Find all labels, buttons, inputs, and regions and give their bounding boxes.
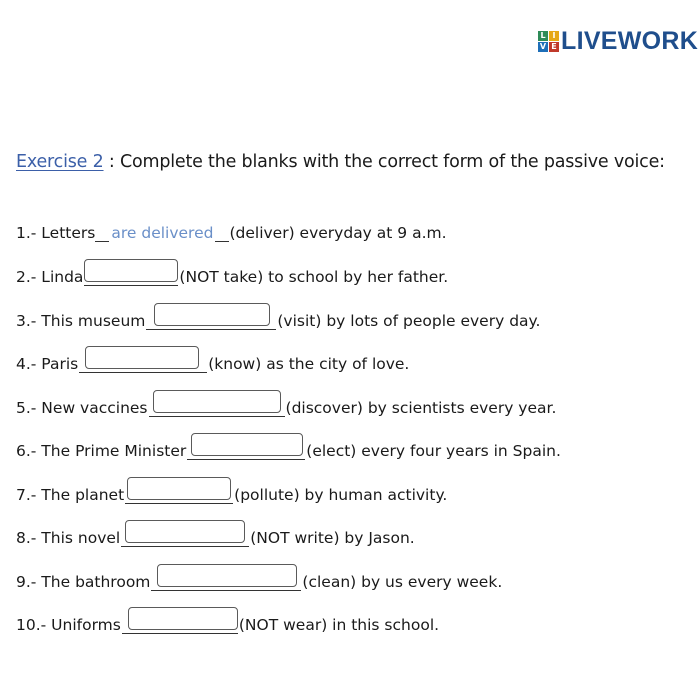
answer-blank xyxy=(125,483,233,504)
liveworksheets-logo xyxy=(538,28,698,54)
question-prefix: 2.- Linda xyxy=(16,268,84,286)
question-suffix: (elect) every four years in Spain. xyxy=(306,442,561,460)
question-item-9 xyxy=(16,567,502,591)
answer-input-8[interactable] xyxy=(125,520,245,543)
blank-underline xyxy=(95,221,109,242)
exercise-heading xyxy=(16,152,665,172)
question-prefix: 9.- The bathroom xyxy=(16,573,151,591)
answer-blank xyxy=(84,265,178,286)
question-suffix: (visit) by lots of people every day. xyxy=(277,312,541,330)
answer-input-2[interactable] xyxy=(84,259,178,282)
answer-input-7[interactable] xyxy=(127,477,231,500)
answer-input-5[interactable] xyxy=(153,390,281,413)
question-prefix: 10.- Uniforms xyxy=(16,616,121,634)
question-prefix: 5.- New vaccines xyxy=(16,399,148,417)
blank-underline xyxy=(215,221,229,242)
question-prefix: 7.- The planet xyxy=(16,486,125,504)
question-suffix: (NOT write) by Jason. xyxy=(250,529,415,547)
answer-input-4[interactable] xyxy=(85,346,199,369)
question-suffix: (deliver) everyday at 9 a.m. xyxy=(229,224,447,242)
answer-input-10[interactable] xyxy=(128,607,238,630)
question-suffix: (know) as the city of love. xyxy=(208,355,410,373)
question-item-7 xyxy=(16,480,447,504)
answer-blank xyxy=(146,309,276,330)
answer-blank xyxy=(187,439,305,460)
question-item-1 xyxy=(16,218,447,242)
answer-blank xyxy=(79,352,207,373)
question-item-5 xyxy=(16,393,556,417)
answer-blank xyxy=(151,570,301,591)
question-suffix: (NOT take) to school by her father. xyxy=(179,268,449,286)
question-item-2 xyxy=(16,262,448,286)
question-item-6 xyxy=(16,436,561,460)
question-prefix: 1.- Letters xyxy=(16,224,96,242)
logo-text: LIVEWORK xyxy=(561,26,699,55)
question-item-8 xyxy=(16,523,415,547)
exercise-link[interactable]: Exercise 2 xyxy=(16,152,104,172)
question-prefix: 6.- The Prime Minister xyxy=(16,442,187,460)
question-prefix: 8.- This novel xyxy=(16,529,121,547)
question-suffix: (NOT wear) in this school. xyxy=(238,616,440,634)
question-suffix: (discover) by scientists every year. xyxy=(285,399,557,417)
answer-input-9[interactable] xyxy=(157,564,297,587)
question-suffix: (pollute) by human activity. xyxy=(234,486,448,504)
question-item-10 xyxy=(16,610,439,634)
question-suffix: (clean) by us every week. xyxy=(302,573,503,591)
answer-input-6[interactable] xyxy=(191,433,303,456)
exercise-instruction: : Complete the blanks with the correct form of the passive voice: xyxy=(103,152,665,172)
question-item-4 xyxy=(16,349,409,373)
answer-blank xyxy=(122,613,238,634)
filled-answer: are delivered xyxy=(111,224,214,242)
answer-input-3[interactable] xyxy=(154,303,270,326)
question-prefix: 3.- This museum xyxy=(16,312,146,330)
answer-blank xyxy=(121,526,249,547)
logo-mark-icon: L I V E xyxy=(538,31,559,52)
question-item-3 xyxy=(16,306,540,330)
question-prefix: 4.- Paris xyxy=(16,355,79,373)
answer-blank xyxy=(149,396,285,417)
